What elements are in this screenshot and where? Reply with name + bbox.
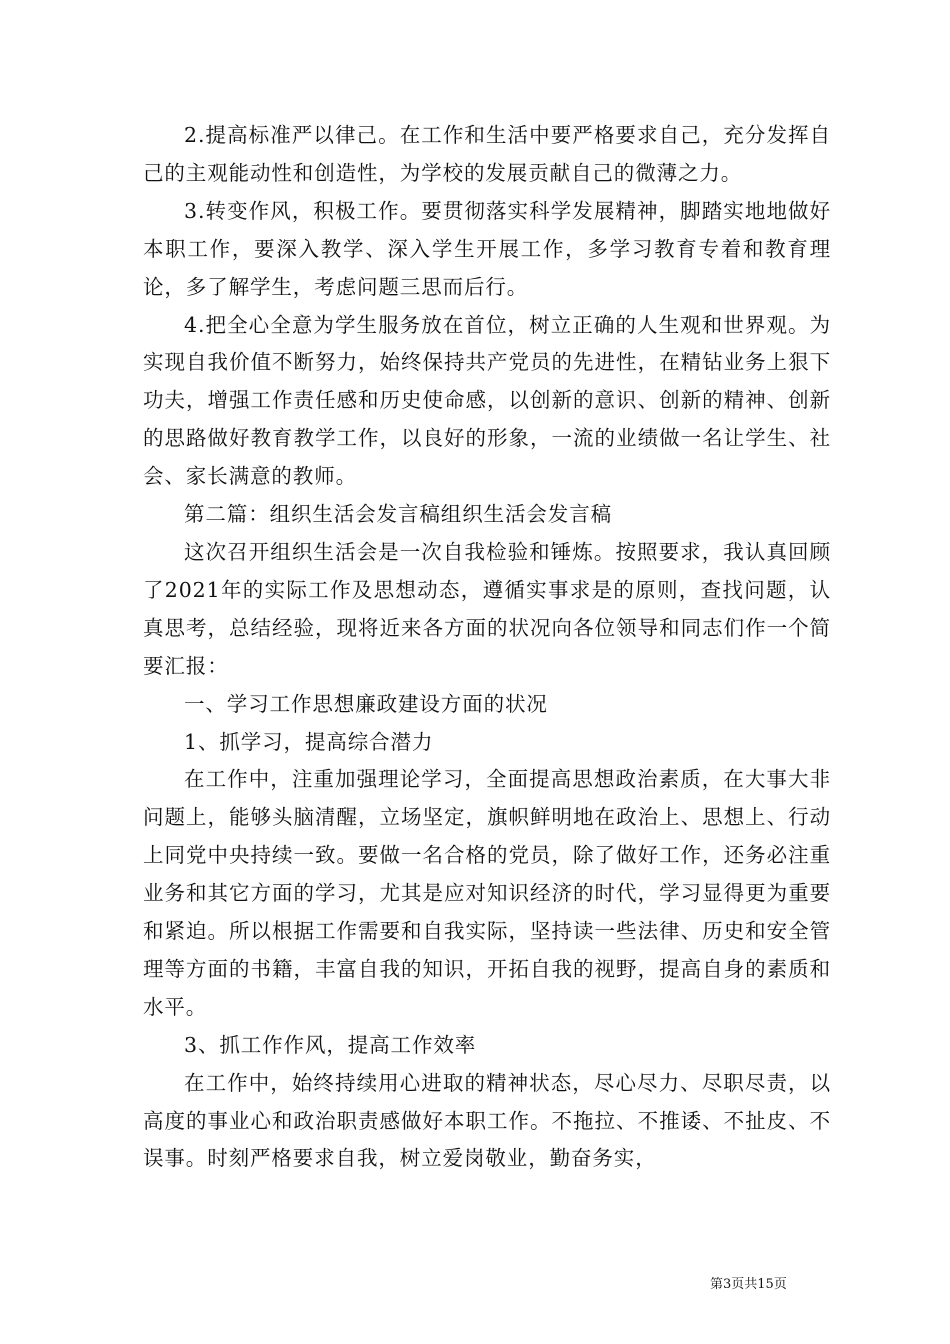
- section-heading-part-two: 第二篇：组织生活会发言稿组织生活会发言稿: [184, 502, 612, 527]
- paragraph-work-style: 在工作中，始终持续用心进取的精神状态，尽心尽力、尽职尽责，以高度的事业心和政治职责感做好本职工作。不拖拉、不推诿、不扯皮、不误事。时刻严格要求自我，树立爱岗敬业，勤奋务实，: [143, 1070, 831, 1171]
- section-heading-one: 一、学习工作思想廉政建设方面的状况: [184, 691, 548, 716]
- paragraph-study: 在工作中，注重加强理论学习，全面提高思想政治素质，在大事大非问题上，能够头脑清醒，立场坚定，旗帜鲜明地在政治上、思想上、行动上同党中央持续一致。要做一名合格的党员，除了做好工作，还务必注重业务和其它方面的学习，尤其是应对知识经济的时代，学习显得更为重要和紧迫。所以根据工作需要和自我实际，坚持读一些法律、历史和安全管理等方面的书籍，丰富自我的知识，开拓自我的视野，提高自身的素质和水平。: [143, 767, 831, 1019]
- paragraph-point-3: 3.转变作风，积极工作。要贯彻落实科学发展精神，脚踏实地地做好本职工作，要深入教学、深入学生开展工作，多学习教育专着和教育理论，多了解学生，考虑问题三思而后行。: [143, 198, 831, 299]
- subheading-work-style: 3、抓工作作风，提高工作效率: [184, 1032, 477, 1057]
- document-body: [143, 117, 831, 1178]
- page-number-footer: 第3页共15页: [710, 1277, 787, 1292]
- subheading-study: 1、抓学习，提高综合潜力: [184, 729, 434, 754]
- paragraph-point-4: 4.把全心全意为学生服务放在首位，树立正确的人生观和世界观。为实现自我价值不断努力，始终保持共产党员的先进性，在精钻业务上狠下功夫，增强工作责任感和历史使命感，以创新的意识、创新的精神、创新的思路做好教育教学工作，以良好的形象，一流的业绩做一名让学生、社会、家长满意的教师。: [143, 312, 831, 489]
- paragraph-point-2: 2.提高标准严以律己。在工作和生活中要严格要求自己，充分发挥自己的主观能动性和创造性，为学校的发展贡献自己的微薄之力。: [143, 123, 831, 185]
- paragraph-intro: 这次召开组织生活会是一次自我检验和锤炼。按照要求，我认真回顾了2021年的实际工作及思想动态，遵循实事求是的原则，查找问题，认真思考，总结经验，现将近来各方面的状况向各位领导和同志们作一个简要汇报：: [143, 539, 831, 678]
